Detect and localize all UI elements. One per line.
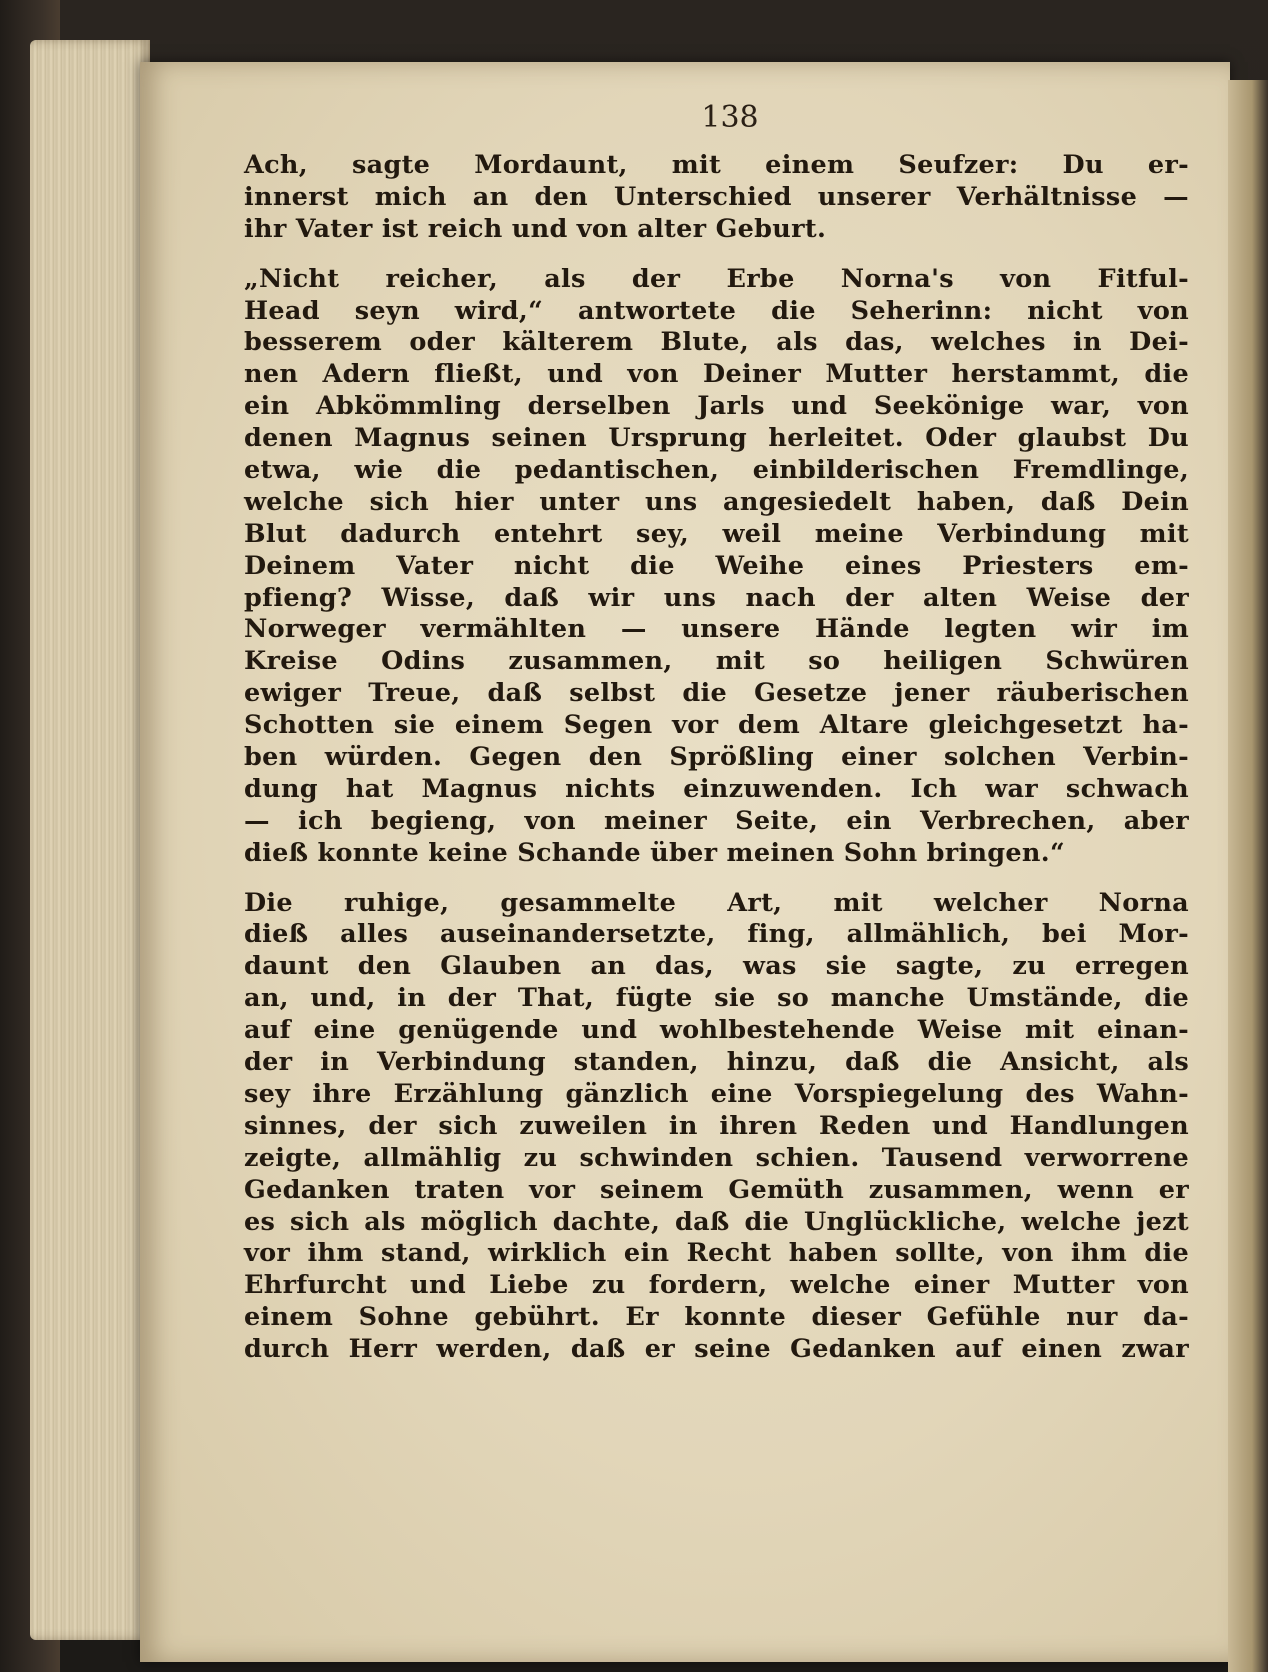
page-number: 138 <box>701 100 759 135</box>
text-line: auf eine genügende und wohlbestehende Weise mit einan- <box>244 1015 1189 1046</box>
text-line: sey ihre Erzählung gänzlich eine Vorspiegelung des Wahn- <box>244 1078 1189 1109</box>
text-line: denen Magnus seinen Ursprung herleitet. Oder glaubst Du <box>244 423 1189 454</box>
text-line: Deinem Vater nicht die Weihe eines Priesters em- <box>244 550 1189 581</box>
paragraph-1 <box>244 150 1189 246</box>
text-line: welche sich hier unter uns angesiedelt haben, daß Dein <box>244 486 1189 517</box>
text-line: Gedanken traten vor seinem Gemüth zusammen, wenn er <box>244 1174 1189 1205</box>
text-line: Norweger vermählten — unsere Hände legten wir im <box>244 614 1189 645</box>
text-line: dieß alles auseinandersetzte, fing, allmählich, bei Mor- <box>244 919 1189 950</box>
text-line: etwa, wie die pedantischen, einbilderischen Fremdlinge, <box>244 455 1189 486</box>
text-line: Kreise Odins zusammen, mit so heiligen Schwüren <box>244 646 1189 677</box>
text-line: Schotten sie einem Segen vor dem Altare gleichgesetzt ha- <box>244 710 1189 741</box>
text-line: ewiger Treue, daß selbst die Gesetze jener räuberischen <box>244 678 1189 709</box>
text-line: ein Abkömmling derselben Jarls und Seekönige war, von <box>244 391 1189 422</box>
paragraph-2 <box>244 264 1189 870</box>
text-line: ihr Vater ist reich und von alter Geburt. <box>244 213 827 244</box>
text-line: der in Verbindung standen, hinzu, daß die Ansicht, als <box>244 1047 1189 1078</box>
text-line: dung hat Magnus nichts einzuwenden. Ich war schwach <box>244 773 1189 804</box>
page-stack-edges <box>30 40 150 1640</box>
text-line: — ich begieng, von meiner Seite, ein Verbrechen, aber <box>244 805 1189 836</box>
text-line: durch Herr werden, daß er seine Gedanken auf einen zwar <box>244 1334 1189 1365</box>
text-line: besserem oder kälterem Blute, als das, welches in Dei- <box>244 327 1189 358</box>
text-line: zeigte, allmählig zu schwinden schien. Tausend verworrene <box>244 1142 1189 1173</box>
text-line: einem Sohne gebührt. Er konnte dieser Gefühle nur da- <box>244 1302 1189 1333</box>
text-line: Head seyn wird,“ antwortete die Seherinn: nicht von <box>244 295 1189 326</box>
text-line: sinnes, der sich zuweilen in ihren Reden und Handlungen <box>244 1110 1189 1141</box>
text-line: Ach, sagte Mordaunt, mit einem Seufzer: Du er- <box>244 150 1189 180</box>
text-line: „Nicht reicher, als der Erbe Norna's von Fitful- <box>244 263 1189 294</box>
text-line: pfieng? Wisse, daß wir uns nach der alten Weise der <box>244 582 1189 613</box>
text-line: vor ihm stand, wirklich ein Recht haben sollte, von ihm die <box>244 1238 1189 1269</box>
text-line: daunt den Glauben an das, was sie sagte, zu erregen <box>244 951 1189 982</box>
page-gutter-shadow <box>1228 80 1268 1672</box>
text-line: es sich als möglich dachte, daß die Unglückliche, welche jezt <box>244 1206 1189 1237</box>
text-line: dieß konnte keine Schande über meinen Sohn bringen.“ <box>244 837 1065 868</box>
text-line: ben würden. Gegen den Sprößling einer solchen Verbin- <box>244 742 1189 773</box>
text-line: Die ruhige, gesammelte Art, mit welcher Norna <box>244 887 1189 918</box>
text-line: innerst mich an den Unterschied unserer Verhältnisse — <box>244 181 1189 212</box>
paragraph-3 <box>244 888 1189 1366</box>
text-line: Blut dadurch entehrt sey, weil meine Verbindung mit <box>244 518 1189 549</box>
body-text <box>244 150 1189 1366</box>
text-line: nen Adern fließt, und von Deiner Mutter herstammt, die <box>244 359 1189 390</box>
text-line: Ehrfurcht und Liebe zu fordern, welche einer Mutter von <box>244 1270 1189 1301</box>
text-line: an, und, in der That, fügte sie so manche Umstände, die <box>244 983 1189 1014</box>
